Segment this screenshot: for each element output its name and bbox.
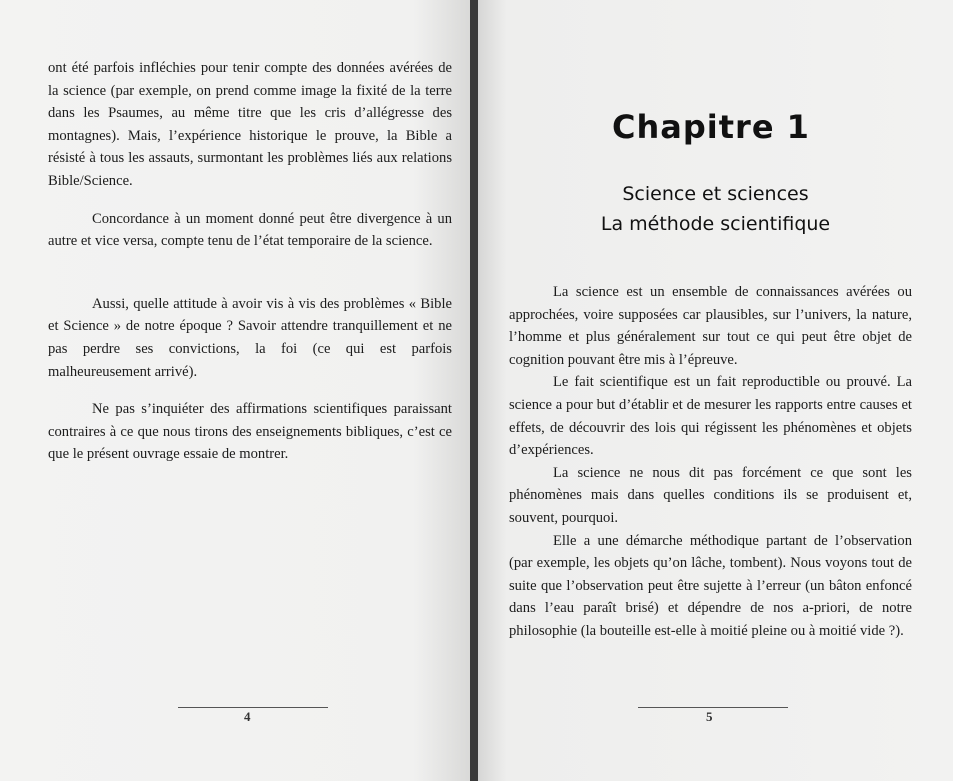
chapter-subtitle-2: La méthode scientifique: [600, 213, 831, 235]
right-paragraph-4: Elle a une démarche méthodique partant de l’observation (par exemple, les objets qu’on lâche, tombent). Nous voyons tout de suite que l’observation peut être sujette à l’erreur (un bâton enfoncé dans l’eau paraît brisé) et dépendre de nos a-priori, de notre philosophie (la bouteille est-elle à moitié pleine ou à moitié vide ?).: [509, 532, 912, 639]
left-paragraph-3: Aussi, quelle attitude à avoir vis à vis des problèmes « Bible et Science » de notre époque ? Savoir attendre tranquillement et ne pas perdre ses convictions, la foi (ce qui est parfois malheureusement arrivé).: [48, 295, 452, 380]
right-paragraph-2: Le fait scientifique est un fait reproductible ou prouvé. La science a pour but d’établir et de mesurer les rapports entre causes et effets, de découvrir des lois qui régissent les phénomènes et objets d’expériences.: [509, 374, 912, 459]
chapter-subtitle-1: Science et sciences: [622, 183, 809, 205]
right-page: [478, 0, 953, 781]
left-paragraph-2: Concordance à un moment donné peut être divergence à un autre et vice versa, compte tenu de l’état temporaire de la science.: [48, 210, 452, 250]
right-paragraph-3: La science ne nous dit pas forcément ce que sont les phénomènes mais dans quelles conditions ils se produisent et, souvent, pourquoi.: [509, 464, 912, 526]
left-paragraph-4: Ne pas s’inquiéter des affirmations scientifiques paraissant contraires à ce que nous tirons des enseignements bibliques, c’est ce que le présent ouvrage essaie de montrer.: [48, 401, 452, 463]
right-page-body: [509, 281, 912, 643]
left-page-body: [48, 57, 452, 466]
chapter-title: Chapitre 1: [612, 108, 810, 146]
page-number-left: 4: [244, 709, 251, 724]
footer-rule: [638, 707, 788, 708]
left-page: [0, 0, 470, 781]
page-number-right: 5: [706, 709, 713, 724]
book-gutter: [470, 0, 478, 781]
footer-rule: [178, 707, 328, 708]
left-paragraph-1: ont été parfois infléchies pour tenir compte des données avérées de la science (par exemple, on prend comme image la fixité de la terre dans les Psaumes, au même titre que les cris d’allégresse des montagnes). Mais, l’expérience historique le prouve, la Bible a résisté à tous les assauts, surmontant les problèmes liés aux relations Bible/Science.: [48, 60, 452, 189]
right-paragraph-1: La science est un ensemble de connaissances avérées ou approchées, voire supposées car plausibles, sur l’univers, la nature, l’homme et plus généralement sur tout ce qui peut être objet de cognition pouvant être mis à l’épreuve.: [509, 284, 912, 368]
